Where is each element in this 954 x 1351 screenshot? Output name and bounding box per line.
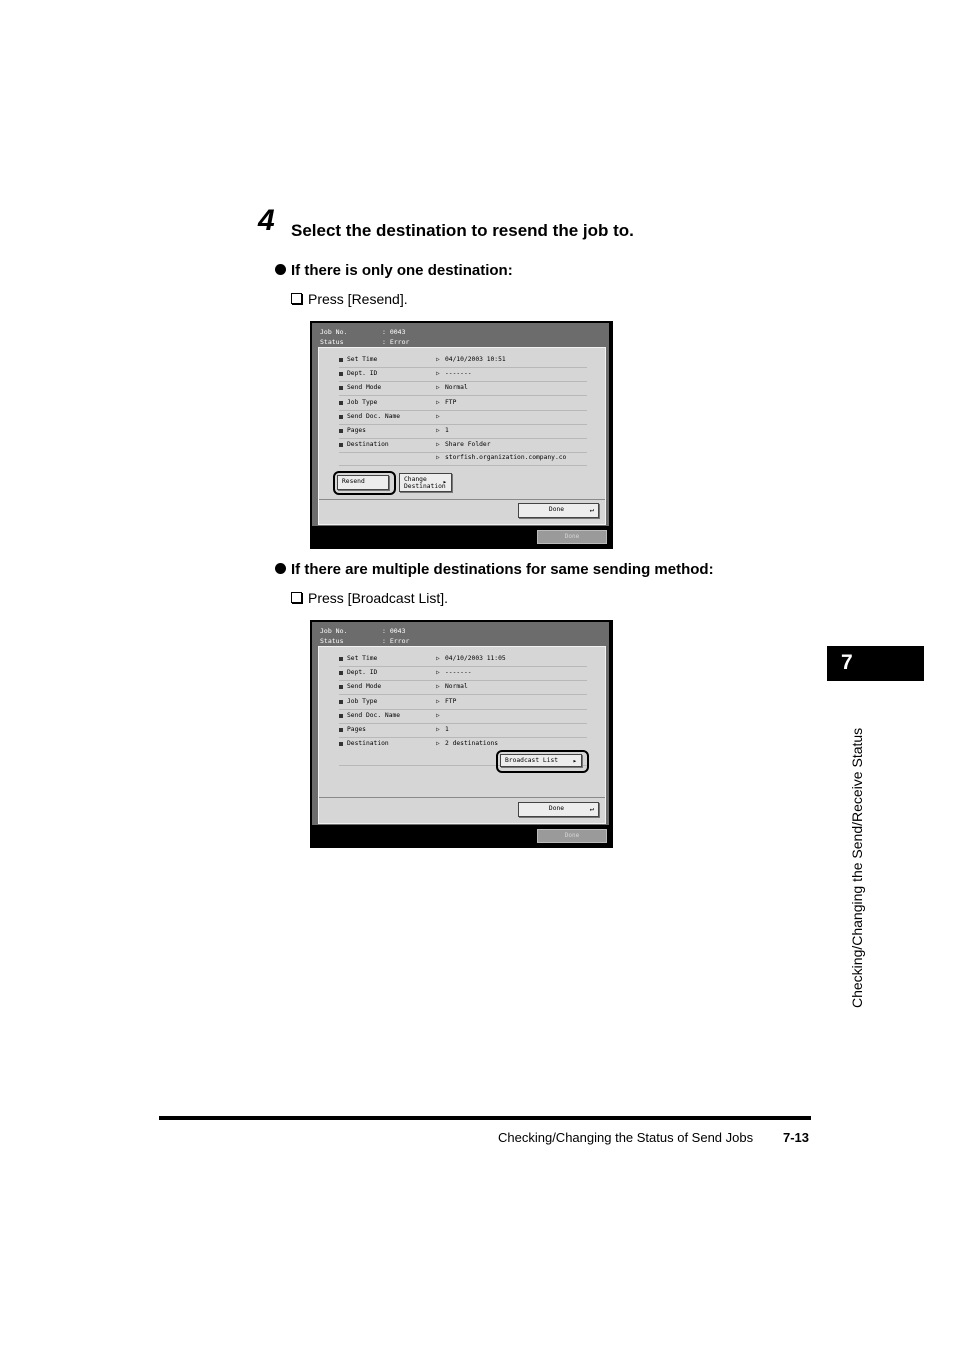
detail-row: Dept. ID ▷ ------- — [339, 367, 587, 382]
section2-heading: If there are multiple destinations for same sending method: — [275, 561, 714, 578]
section1-heading: If there is only one destination: — [275, 262, 513, 279]
details-panel — [318, 646, 606, 824]
screen-multiple-destinations — [310, 620, 613, 848]
detail-row: Destination ▷ Share Folder — [339, 438, 587, 453]
chevron-right-icon: ▸ — [572, 756, 577, 765]
detail-row: Job Type ▷ FTP — [339, 695, 587, 710]
detail-row: Pages ▷ 1 — [339, 424, 587, 439]
details-panel — [318, 347, 606, 525]
change-destination-button[interactable]: Change Destination ▸ — [399, 473, 452, 492]
detail-row: ▷ storfish.organization.company.co — [339, 451, 587, 466]
section2-instruction: Press [Broadcast List]. — [291, 590, 448, 606]
detail-row: Set Time ▷ 04/10/2003 10:51 — [339, 353, 587, 368]
checkbox-icon — [291, 293, 302, 304]
detail-row: Set Time ▷ 04/10/2003 11:05 — [339, 652, 587, 667]
screen-header: Job No. : 0043 Status : Error — [320, 627, 410, 645]
enter-icon: ↵ — [589, 505, 594, 514]
checkbox-icon — [291, 592, 302, 603]
footer-rule — [159, 1116, 811, 1120]
detail-row: Destination ▷ 2 destinations — [339, 737, 587, 766]
chevron-right-icon: ▸ — [442, 477, 447, 486]
detail-row: Dept. ID ▷ ------- — [339, 666, 587, 681]
done-button[interactable]: Done ↵ — [518, 503, 599, 518]
divider — [319, 499, 605, 500]
broadcast-list-button[interactable]: Broadcast List ▸ — [500, 754, 582, 767]
bullet-icon — [275, 264, 286, 275]
detail-row: Job Type ▷ FTP — [339, 396, 587, 411]
screen-frame — [312, 622, 609, 825]
detail-row: Send Doc. Name — [339, 410, 587, 425]
resend-button[interactable]: Resend — [337, 475, 389, 490]
step-number: 4 — [258, 204, 275, 237]
bullet-icon — [275, 563, 286, 574]
section1-instruction: Press [Resend]. — [291, 291, 408, 307]
screen-frame — [312, 323, 609, 526]
divider — [319, 797, 605, 798]
done-button[interactable]: Done ↵ — [518, 802, 599, 817]
detail-row: Pages ▷ 1 — [339, 723, 587, 738]
enter-icon: ↵ — [589, 804, 594, 813]
screen-single-destination — [310, 321, 613, 549]
ghost-done-button: Done — [537, 530, 607, 544]
chapter-tab: 7 — [827, 646, 924, 681]
page-number: 7-13 — [783, 1130, 810, 1145]
detail-row: Send Mode ▷ Normal — [339, 381, 587, 396]
step-title: Select the destination to resend the job to. — [291, 221, 634, 240]
ghost-done-button: Done — [537, 829, 607, 843]
detail-row: Send Mode ▷ Normal — [339, 680, 587, 695]
chapter-title-vertical: Checking/Changing the Send/Receive Status — [849, 727, 865, 1008]
screen-header: Job No. : 0043 Status : Error — [320, 328, 410, 346]
detail-row: Send Doc. Name — [339, 709, 587, 724]
footer-section-title: Checking/Changing the Status of Send Jobs — [498, 1130, 754, 1145]
